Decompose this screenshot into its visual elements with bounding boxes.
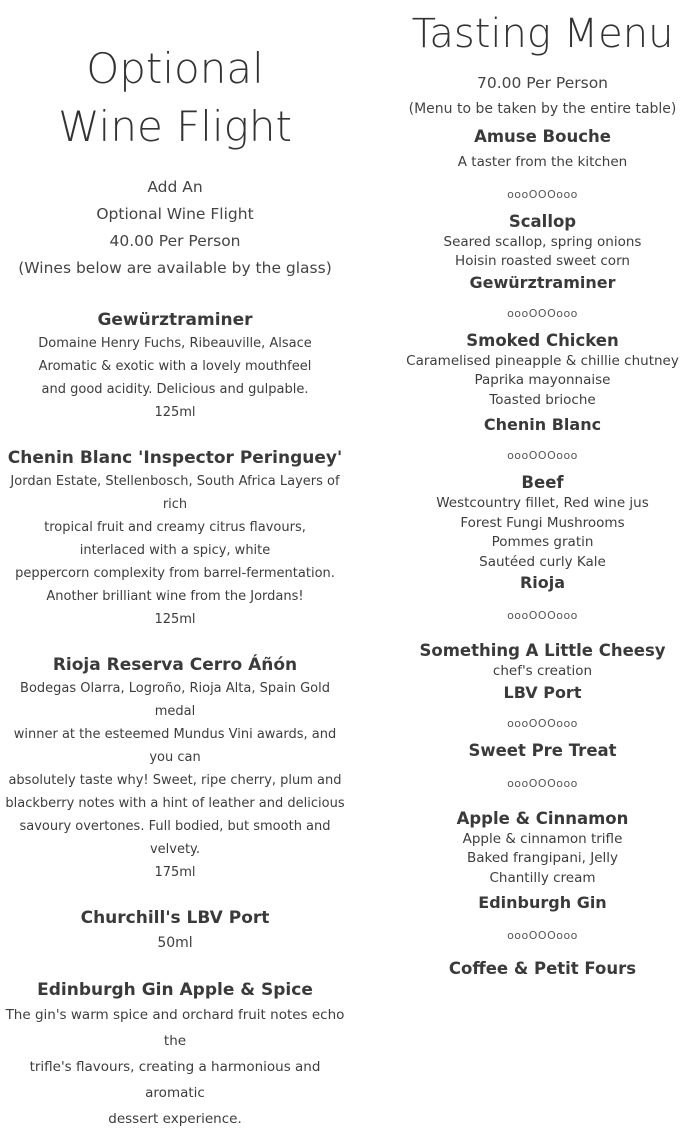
- wine-volume: 175ml: [154, 865, 196, 880]
- course-item: Toasted brioche: [489, 391, 596, 408]
- wine-description: interlaced with a spicy, white: [79, 543, 271, 558]
- course-separator: oooOOOooo: [507, 716, 578, 730]
- wine-item: [0, 446, 350, 631]
- course-name: Scallop: [508, 211, 577, 231]
- wine-flight-title-line2: Wine Flight: [58, 102, 292, 151]
- course-wine-pairing: Gewürztraminer: [469, 272, 616, 292]
- course: [388, 640, 697, 704]
- wine-description: Domaine Henry Fuchs, Ribeauville, Alsace: [38, 336, 312, 351]
- wine-description: Another brilliant wine from the Jordans!: [46, 589, 304, 604]
- intro-price: 40.00 Per Person: [109, 232, 241, 250]
- wine-item: [0, 653, 350, 884]
- course-name: Amuse Bouche: [474, 127, 611, 146]
- course-separator: oooOOOooo: [507, 306, 578, 320]
- course: [388, 126, 697, 173]
- wine-volume: 50ml: [157, 935, 193, 951]
- course-item: Sautéed curly Kale: [479, 553, 606, 570]
- course-separator: oooOOOooo: [507, 187, 578, 201]
- wine-description: savoury overtones. Full bodied, but smooth and velvety.: [19, 819, 331, 857]
- course-item: Apple & cinnamon trifle: [462, 830, 623, 847]
- course-item: Hoisin roasted sweet corn: [455, 253, 630, 269]
- wine-name: Rioja Reserva Cerro Áñón: [52, 655, 298, 675]
- course-item: Chantilly cream: [489, 869, 596, 886]
- course-wine-pairing: Rioja: [519, 573, 566, 592]
- course-name: Smoked Chicken: [466, 330, 619, 350]
- wine-name: Gewürztraminer: [97, 310, 253, 330]
- course-wine-pairing: Edinburgh Gin: [478, 893, 607, 912]
- course: [388, 808, 697, 915]
- wine-flight-intro: [0, 174, 350, 282]
- wine-description: Aromatic & exotic with a lovely mouthfeel: [38, 359, 312, 374]
- course: [388, 472, 697, 594]
- tasting-menu-note: (Menu to be taken by the entire table): [408, 101, 677, 117]
- wine-description: absolutely taste why! Sweet, ripe cherry, plum and: [8, 773, 342, 788]
- course-item: Forest Fungi Mushrooms: [460, 514, 625, 531]
- course-item: A taster from the kitchen: [457, 154, 628, 170]
- wine-description: and good acidity. Delicious and gulpable.: [41, 382, 309, 397]
- tasting-menu-price: 70.00 Per Person: [476, 74, 609, 92]
- intro-line: Add An: [147, 178, 203, 196]
- course-separator: oooOOOooo: [507, 776, 578, 790]
- wine-description: The gin's warm spice and orchard fruit notes echo the: [5, 1007, 345, 1049]
- wine-name: Churchill's LBV Port: [80, 908, 270, 928]
- course: [388, 740, 697, 762]
- wine-item: [0, 308, 350, 424]
- course: [388, 958, 697, 980]
- course-name: Coffee & Petit Fours: [448, 959, 637, 978]
- wine-item: [0, 978, 350, 1132]
- wine-description: winner at the esteemed Mundus Vini awards, and you can: [13, 727, 337, 765]
- intro-line: Optional Wine Flight: [96, 205, 254, 223]
- wine-description: peppercorn complexity from barrel-fermentation.: [15, 566, 335, 581]
- course: [388, 211, 697, 294]
- course-wine-pairing: LBV Port: [503, 682, 582, 702]
- course-separator: oooOOOooo: [507, 929, 578, 942]
- course-separator: oooOOOooo: [507, 609, 578, 622]
- course-name: Something A Little Cheesy: [419, 641, 666, 660]
- tasting-menu-column: [388, 0, 697, 980]
- course-item: Westcountry fillet, Red wine jus: [436, 495, 649, 511]
- course-name: Sweet Pre Treat: [468, 740, 617, 760]
- wine-description: tropical fruit and creamy citrus flavours,: [44, 520, 306, 535]
- course-item: chef's creation: [492, 663, 593, 679]
- wine-description: dessert experience.: [108, 1111, 242, 1127]
- wine-description: Jordan Estate, Stellenbosch, South Africa Layers of rich: [10, 474, 340, 512]
- wine-name: Edinburgh Gin Apple & Spice: [37, 980, 313, 1000]
- tasting-menu-title: Tasting Menu: [411, 11, 674, 57]
- course-item: Caramelised pineapple & chillie chutney: [406, 352, 679, 369]
- wine-flight-title-line1: Optional: [86, 44, 264, 93]
- wine-item: [0, 906, 350, 956]
- course-item: Paprika mayonnaise: [474, 372, 611, 388]
- course-item: Baked frangipani, Jelly: [467, 850, 618, 866]
- intro-note: (Wines below are available by the glass): [18, 259, 332, 277]
- wine-description: trifle's flavours, creating a harmonious and aromatic: [29, 1059, 321, 1101]
- wine-description: Bodegas Olarra, Logroño, Rioja Alta, Spain Gold medal: [20, 681, 330, 719]
- course-name: Apple & Cinnamon: [456, 808, 629, 828]
- wine-name: Chenin Blanc 'Inspector Peringuey': [7, 448, 343, 468]
- wine-volume: 125ml: [154, 405, 196, 420]
- course-wine-pairing: Chenin Blanc: [483, 415, 602, 434]
- course-separator: oooOOOooo: [507, 449, 578, 462]
- course: [388, 330, 697, 437]
- wine-description: blackberry notes with a hint of leather and delicious: [5, 796, 345, 811]
- course-item: Seared scallop, spring onions: [443, 233, 642, 250]
- course-item: Pommes gratin: [491, 534, 594, 550]
- wine-volume: 125ml: [154, 612, 196, 627]
- course-name: Beef: [521, 473, 564, 492]
